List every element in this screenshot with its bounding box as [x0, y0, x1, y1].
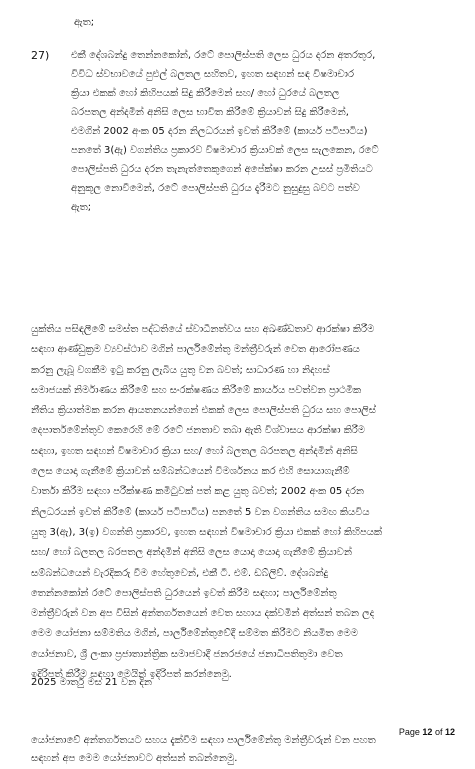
item-body — [71, 47, 451, 218]
paragraph-line: සමාජයක් නිර්මාණය කිරීමේ සහ සංරක්ෂණය කිරීමේ කාර්යය පවත්වන ප්‍රාථමික — [31, 384, 362, 396]
paragraph-line: නීතිය ක්‍රියාත්මක කරන ආයතනයන්ගෙන් එකක් ලෙස පොලිස්පති ධුරය සහ පොලිස් — [31, 405, 376, 417]
item-number: 27) — [31, 49, 50, 62]
paragraph-line: තෙන්නකෝන් රටේ පොලිස්පති ධුරයෙන් ඉවත් කිරීම සඳහා; පාර්ලිමේන්තු — [31, 587, 337, 599]
total-pages: 12 — [444, 727, 455, 737]
closing-paragraph — [31, 733, 451, 769]
page-number — [399, 726, 455, 738]
paragraph-line: සම්බන්ධයෙන් වැරදිකරු වීම හේතුවෙන්, එකී ටී. එම්. ඩබ්ලිව්. දේශබන්දු — [31, 567, 329, 579]
carry-over-text: ඇත; — [74, 17, 95, 28]
paragraph-line: මෙම යෝජනා සම්මතිය මගින්, පාර්ලිමේන්තුවේදී සම්මත කිරීමට නියමිත මෙම — [31, 628, 359, 640]
item-line: පනතේ 3(ඇ) වගන්තිය ප්‍රකාරව විෂමාචාර ක්‍රියාවක් ලෙස සැලකෙන, රටේ — [71, 145, 379, 156]
numbered-item — [31, 47, 451, 218]
paragraph-line: මන්ත්‍රීවරුන් වන අප විසින් අන්තර්ගතයෙන් වෙත සහාය දක්වමින් අත්සන් තබන ලද — [31, 608, 375, 620]
page-word: Page — [398, 727, 420, 737]
paragraph-line: සඳහා ආණ්ඩුක්‍රම ව්‍යවස්ථාව මගින් පාර්ලිමේන්තු මන්ත්‍රීවරුන් වෙත ආරෝපණය — [31, 344, 360, 356]
paragraph-line: කරනු ලැබූ වගකීම ඉටු කරනු ලැබිය යුතු වන බවත්; සාධාරණ හා නිදහස් — [31, 364, 330, 376]
item-line: විවිධ ස්වභාවයේ පුළුල් බලතල සහිතව, ඉහත සඳහන් සඳ විෂමාචාර — [71, 69, 354, 80]
item-line: අනුකූල නොවීමෙන්, රටේ පොලිස්පති ධුරය දැරීමට නුසුදුසු බවට පත්ව — [71, 183, 360, 194]
paragraph-line: යුතු 3(ඇ), 3(ඉ) වගන්ති ප්‍රකාරව, ඉහත සඳහන් විෂමාචාර ක්‍රියා එකක් හෝ කිහිපයක් — [31, 526, 383, 538]
item-line: ක්‍රියා එකක් හෝ කිහිපයක් සිදු කිරීමෙන් සහ/ හෝ ධුරයේ බලතල — [71, 88, 340, 99]
paragraph-line: සඳහා, ඉහත සඳහන් විෂමාචාර ක්‍රියා සහ/ හෝ බලතල බරපතල අන්දමින් අනිසි — [31, 445, 358, 457]
of-word: of — [434, 727, 443, 737]
main-paragraph — [31, 321, 451, 686]
item-line: එකී දේශබන්දු තෙන්නකෝන්, රටේ පොලිස්පති ලෙස ධුරය දරන අතරතුර, — [71, 50, 376, 61]
closing-line: සඳහන් අප මෙම යෝජනාවට අත්සන් තබන්නෙමු. — [31, 753, 238, 764]
paragraph-line: නිලධරයන් ඉවත් කිරීමේ (කාර්ය පටිපාටිය) පනතේ 5 වන වගන්තිය සමඟ කියවිය — [31, 506, 370, 518]
current-page: 12 — [422, 727, 433, 737]
resolution-date: 2025 මාර්තු මස 21 වන දින — [31, 677, 152, 688]
paragraph-line: ලෙස යොදා ගැනීමේ ක්‍රියාවන් සම්බන්ධයෙන් විමර්ශනය කර එහි සොයාගැනීම් — [31, 466, 350, 478]
closing-line: යෝජනාවේ අන්තර්ගතයට සහය දැක්වීම සඳහා පාර්ලිමේන්තු මන්ත්‍රීවරුන් වන පහත — [31, 735, 376, 746]
item-line: එමගින් 2002 අංක 05 දරන නිලධරයන් ඉවත් කිරීමේ (කාර්ය පටිපාටිය) — [71, 126, 368, 137]
paragraph-line: යුක්තිය පසිඳලීමේ සමස්ත පද්ධතියේ ස්වාධීනත්වය සහ අඛණ්ඩතාව ආරක්ෂා කිරීම — [31, 324, 375, 335]
paragraph-line: වාර්තා කිරීම සඳහා පරීක්ෂණ කමිටුවක් පත් කළ යුතු බවත්; 2002 අංක 05 දරන — [31, 486, 364, 498]
item-line: බරපතල අන්දමින් අනිසි ලෙස භාවිත කිරීමේ ක්‍රියාවන් සිදු කිරීමෙන්, — [71, 107, 349, 118]
item-line: පොලිස්පති ධුරය දරන තැනැත්තෙකුගෙන් අපේක්ෂා කරන උසස් ප්‍රමිතියට — [71, 164, 373, 175]
paragraph-line: දෙපාර්තමේන්තුව කෙරෙහි මේ රටේ ජනතාව තබා ඇති විශ්වාසය ආරක්ෂා කිරීම — [31, 425, 366, 437]
paragraph-line: සහ/ හෝ බලතල බරපතල අන්දමින් අනිසි ලෙස යොදා යොදා ගැනීමේ ක්‍රියාවන් — [31, 547, 352, 559]
paragraph-line: යෝජනාව, ශ්‍රී ලංකා ප්‍රජාතාන්ත්‍රික සමාජවාදී ජනරජයේ ජනාධිපතිතුමා වෙත — [31, 648, 343, 660]
item-line: ඇත; — [71, 202, 92, 213]
paragraph-line: ඉදිරිපත් කිරීම සඳහා මෙයින් ඉදිරිපත් කරන්නෙමු. — [31, 669, 232, 681]
